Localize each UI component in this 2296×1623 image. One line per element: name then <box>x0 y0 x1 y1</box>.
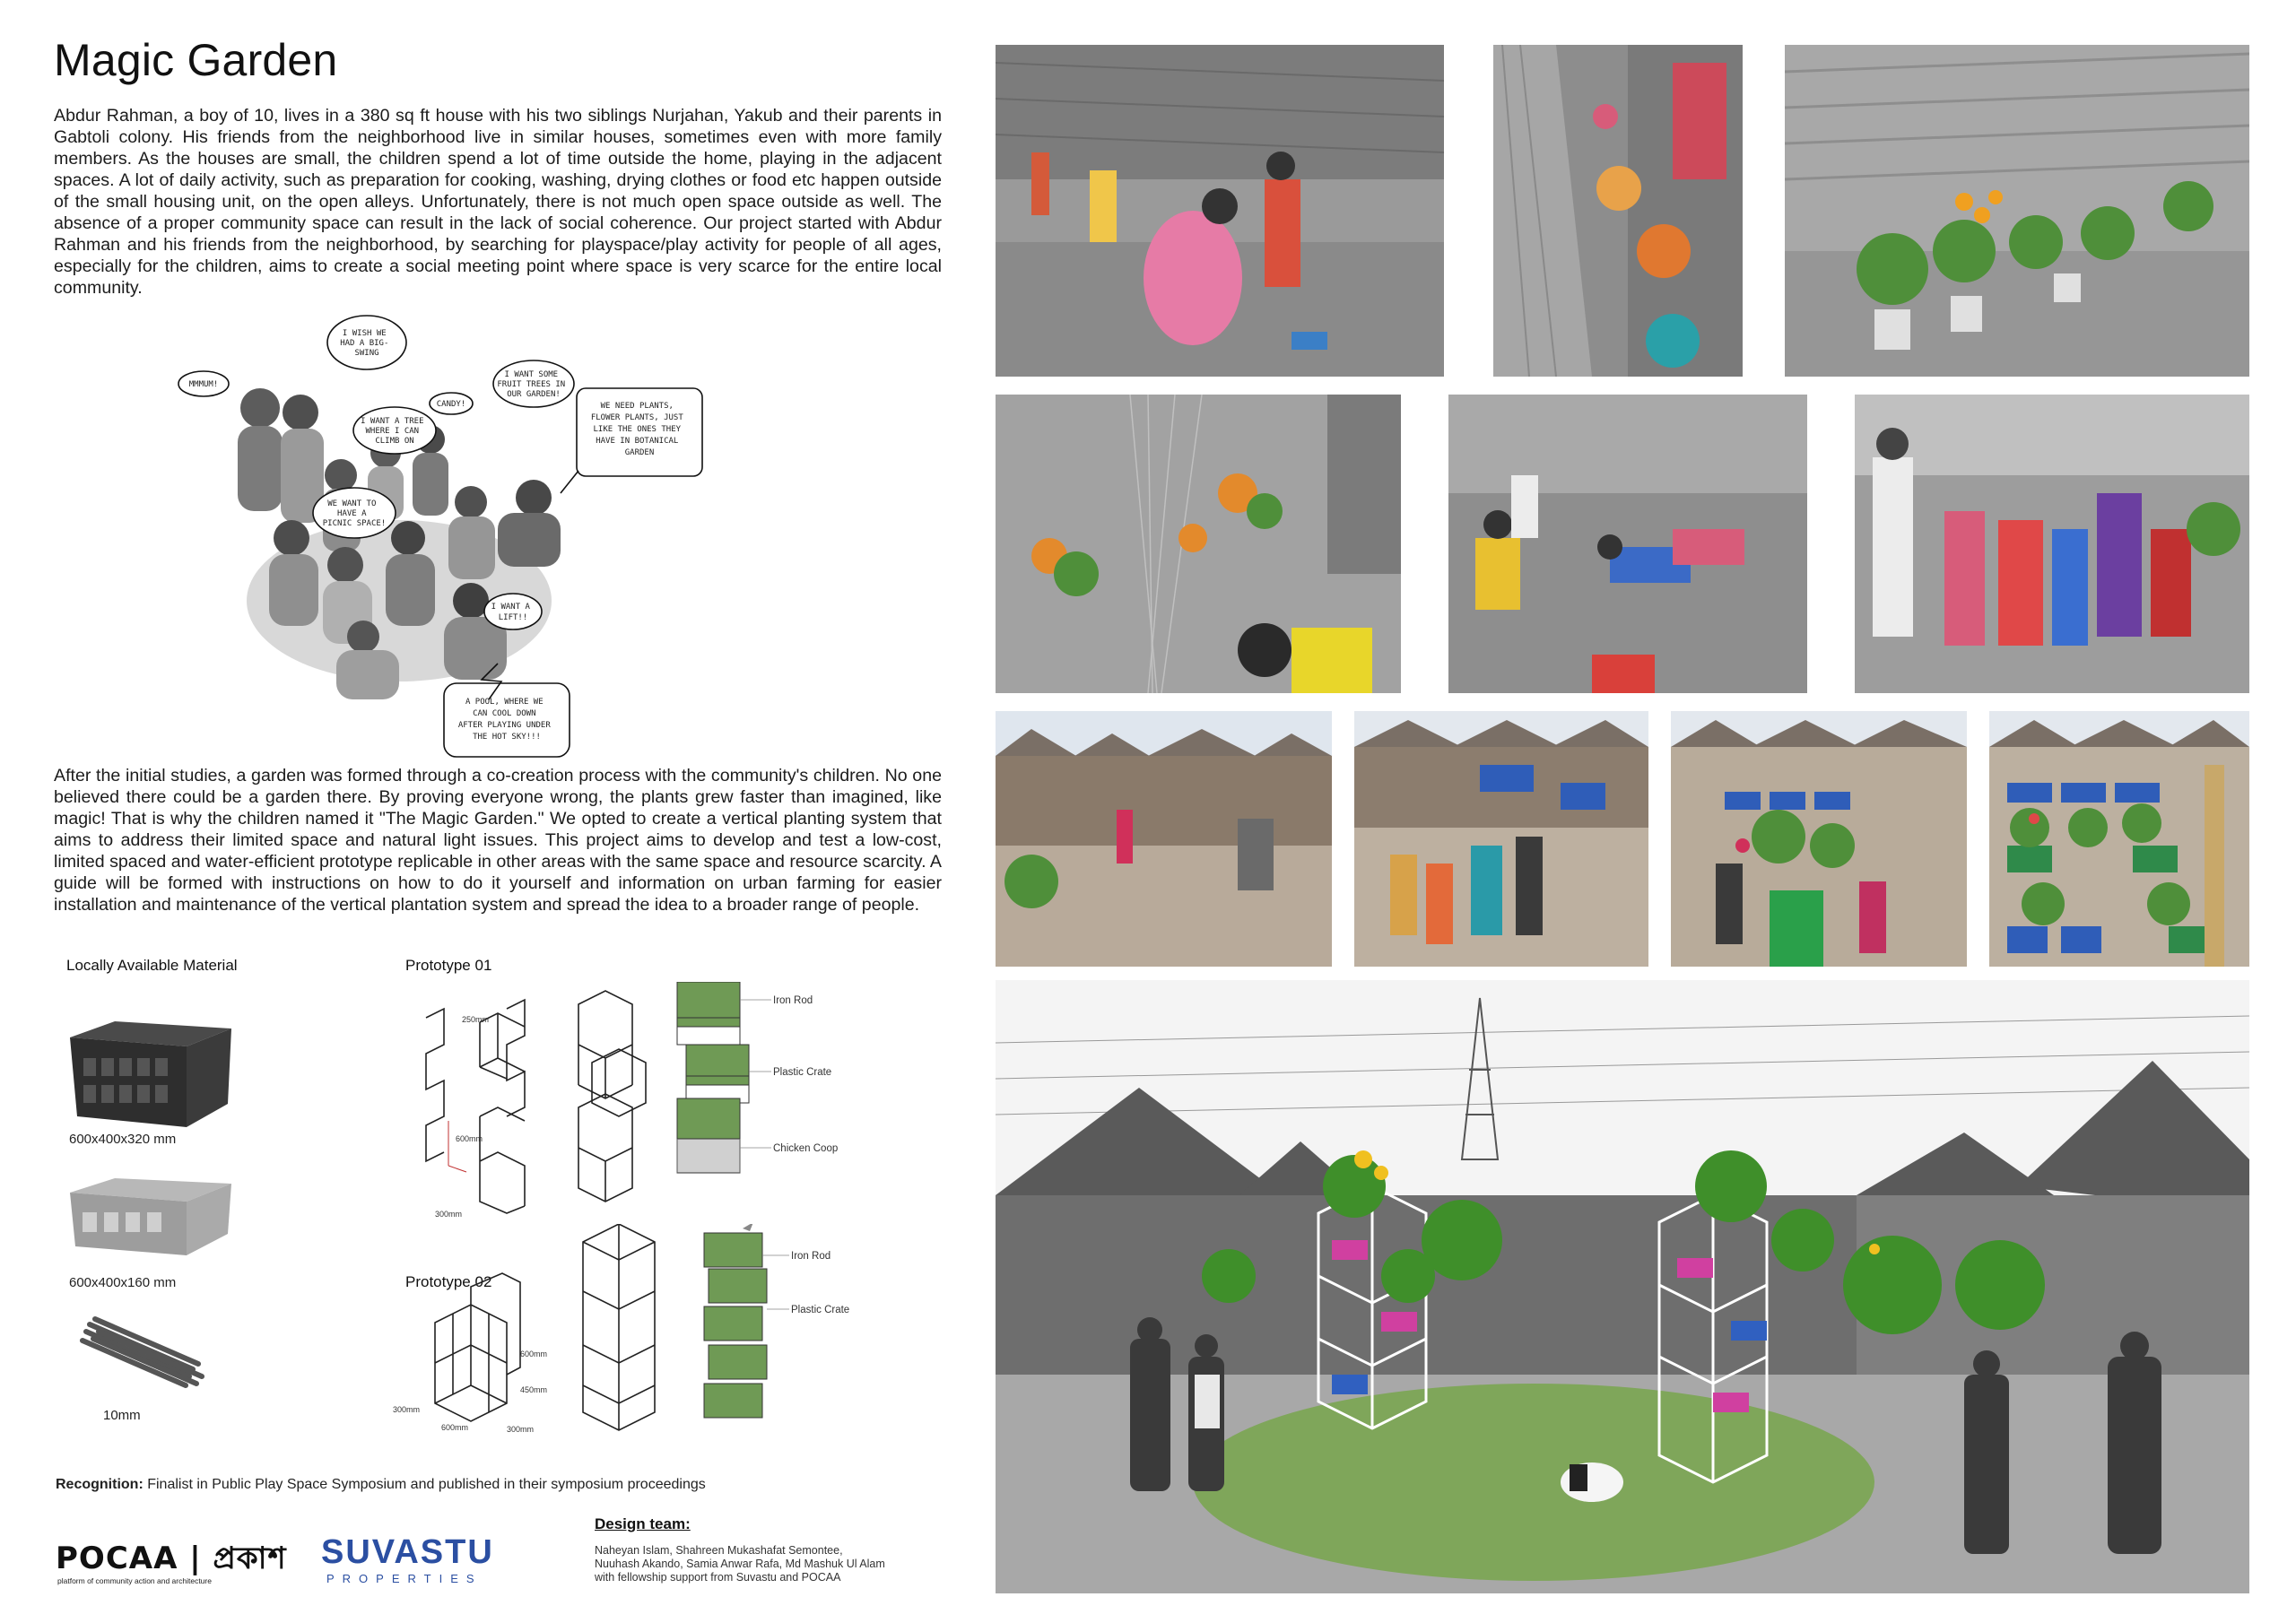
bubble-plants-1: WE NEED PLANTS, <box>600 402 674 411</box>
materials-heading: Locally Available Material <box>66 957 238 974</box>
photo-children-sweeping <box>996 45 1444 377</box>
proto1-plastic-crate-label: Plastic Crate <box>773 1067 832 1078</box>
bubble-pool-2: CAN COOL DOWN <box>473 709 536 718</box>
bubble-pool-3: AFTER PLAYING UNDER <box>457 721 551 730</box>
photo-vertical-garden <box>1989 711 2249 967</box>
proto1-dim-600: 600mm <box>456 1134 483 1143</box>
bubble-plants-5: GARDEN <box>624 448 655 457</box>
recognition-text: Finalist in Public Play Space Symposium and published in their symposium proceedings <box>147 1477 706 1492</box>
suvastu-logo: SUVASTU <box>321 1533 494 1571</box>
children-wishes-illustration <box>175 305 731 762</box>
render-magic-garden <box>996 980 2249 1593</box>
pocaa-logo: POCAA | প্রকাশ <box>56 1541 287 1576</box>
iron-rod-size: 10mm <box>103 1408 141 1423</box>
garden-paragraph: After the initial studies, a garden was formed through a co-creation process with the community's children. No one believed there could be a garden there. By proving everyone wrong, the plants grew faster than imagined, like magic! That is why the children named it "The Magic Garden." We opted to create a vertical planting system that aims to address their limited space and natural light issues. This project aims to develop and test a low-cost, limited spaced and water-efficient prototype replicable in other areas with the same space and resource scarcity. A guide will be formed with instructions on how to do it yourself and information on urban farming for easier installation and maintenance of the vertical plantation system and spread the idea to a broader range of people. <box>54 766 942 915</box>
bubble-swing-1: I WISH WE <box>342 329 387 338</box>
bubble-picnic-2: HAVE A <box>337 509 367 518</box>
pocaa-tagline: platform of community action and architecture <box>57 1576 212 1585</box>
suvastu-subtitle: PROPERTIES <box>326 1572 483 1585</box>
recognition-label: Recognition: <box>56 1477 144 1492</box>
proto2-dim-600-h: 600mm <box>520 1350 548 1358</box>
crate-deep-size: 600x400x320 mm <box>69 1132 177 1147</box>
bubble-plants-3: LIKE THE ONES THEY <box>593 425 682 434</box>
proto2-iron-rod-label: Iron Rod <box>791 1251 831 1262</box>
svg-text:CANDY! <box>437 400 466 409</box>
photo-group-smiling <box>1855 395 2249 693</box>
design-team-members <box>595 1544 885 1584</box>
crate-shallow-size: 600x400x160 mm <box>69 1275 177 1290</box>
proto1-dim-250: 250mm <box>462 1015 490 1024</box>
proto1-dim-300: 300mm <box>435 1210 463 1219</box>
bubble-pool-1: A POOL, WHERE WE <box>465 698 544 707</box>
bubble-picnic-1: WE WANT TO <box>327 499 377 508</box>
crate-shallow-image <box>61 1175 231 1260</box>
proto2-dim-300-right: 300mm <box>507 1425 535 1434</box>
prototype-02-heading: Prototype 02 <box>405 1273 492 1290</box>
proto2-dim-450: 450mm <box>520 1385 548 1394</box>
proto2-plastic-crate-label: Plastic Crate <box>791 1305 850 1315</box>
bubble-lift-1: I WANT A <box>491 603 530 612</box>
bubble-lift-2: LIFT!! <box>498 613 528 622</box>
proto1-iron-rod-label: Iron Rod <box>773 995 813 1006</box>
design-team-line: Naheyan Islam, Shahreen Mukashafat Semontee, <box>595 1544 843 1557</box>
svg-text:MMMUM! <box>189 380 219 389</box>
photo-alley-planting <box>1493 45 1743 377</box>
bubble-mmmum: MMMUM! <box>188 380 219 389</box>
bubble-swing-3: SWING <box>354 349 379 358</box>
bubble-tree-2: WHERE I CAN <box>365 427 420 436</box>
page-title: Magic Garden <box>54 35 338 85</box>
svg-text:I WANT SOME FRUIT TREES IN <box>497 370 570 399</box>
proto1-chicken-coop-label: Chicken Coop <box>773 1143 839 1154</box>
bubble-fruit-1: I WANT SOME <box>504 370 559 379</box>
proto2-dim-300-left: 300mm <box>393 1405 421 1414</box>
photo-empty-lot <box>996 711 1332 967</box>
recognition-line <box>56 1477 706 1493</box>
crate-deep-image <box>61 1018 231 1130</box>
proto2-dim-600-w: 600mm <box>441 1423 469 1432</box>
bubble-candy: CANDY! <box>436 400 466 409</box>
intro-paragraph: Abdur Rahman, a boy of 10, lives in a 380 sq ft house with his two siblings Nurjahan, Yakub and their parents in Gabtoli colony. His friends from the neighborhood live in similar houses, sometimes even with more family members. As the houses are small, the children spend a lot of time outside the home, playing in the adjacent spaces. A lot of daily activity, such as preparation for cooking, washing, drying clothes or food etc happen outside of the small housing unit, on the open alleys. Unfortunately, there is not much open space outside as well. The absence of a proper community space can result in the lack of social coherence. Our project started with Abdur Rahman and his friends from the neighborhood, by searching for playspace/play activity for people of all ages, especially for the children, aims to create a social meeting point where space is very scarce for the entire local community. <box>54 106 942 298</box>
photo-installing-crates <box>1354 711 1648 967</box>
bubble-pool-4: THE HOT SKY!!! <box>473 733 541 742</box>
bubble-fruit-2: FRUIT TREES IN <box>497 380 566 389</box>
bubble-tree-3: CLIMB ON <box>375 437 414 446</box>
bubble-plants-4: HAVE IN BOTANICAL <box>596 437 679 446</box>
design-team-heading: Design team: <box>595 1515 691 1532</box>
photo-digging-soil <box>1448 395 1807 693</box>
bubble-plants-2: FLOWER PLANTS, JUST <box>590 413 683 422</box>
bubble-picnic-3: PICNIC SPACE! <box>322 519 387 528</box>
bubble-fruit-3: OUR GARDEN! <box>507 390 561 399</box>
photo-rooftop-flowers <box>996 395 1401 693</box>
photo-potted-plants <box>1785 45 2249 377</box>
bubble-tree-1: I WANT A TREE <box>361 417 424 426</box>
design-team-line: with fellowship support from Suvastu and POCAA <box>595 1571 841 1584</box>
prototype-01-diagram <box>413 982 951 1224</box>
photo-crates-with-plants <box>1671 711 1967 967</box>
design-team-line: Nuuhash Akando, Samia Anwar Rafa, Md Mashuk Ul Alam <box>595 1558 885 1570</box>
iron-rods-image <box>77 1314 207 1399</box>
prototype-02-diagram <box>386 1224 942 1439</box>
prototype-01-heading: Prototype 01 <box>405 957 492 974</box>
bubble-swing-2: HAD A BIG- <box>340 339 389 348</box>
